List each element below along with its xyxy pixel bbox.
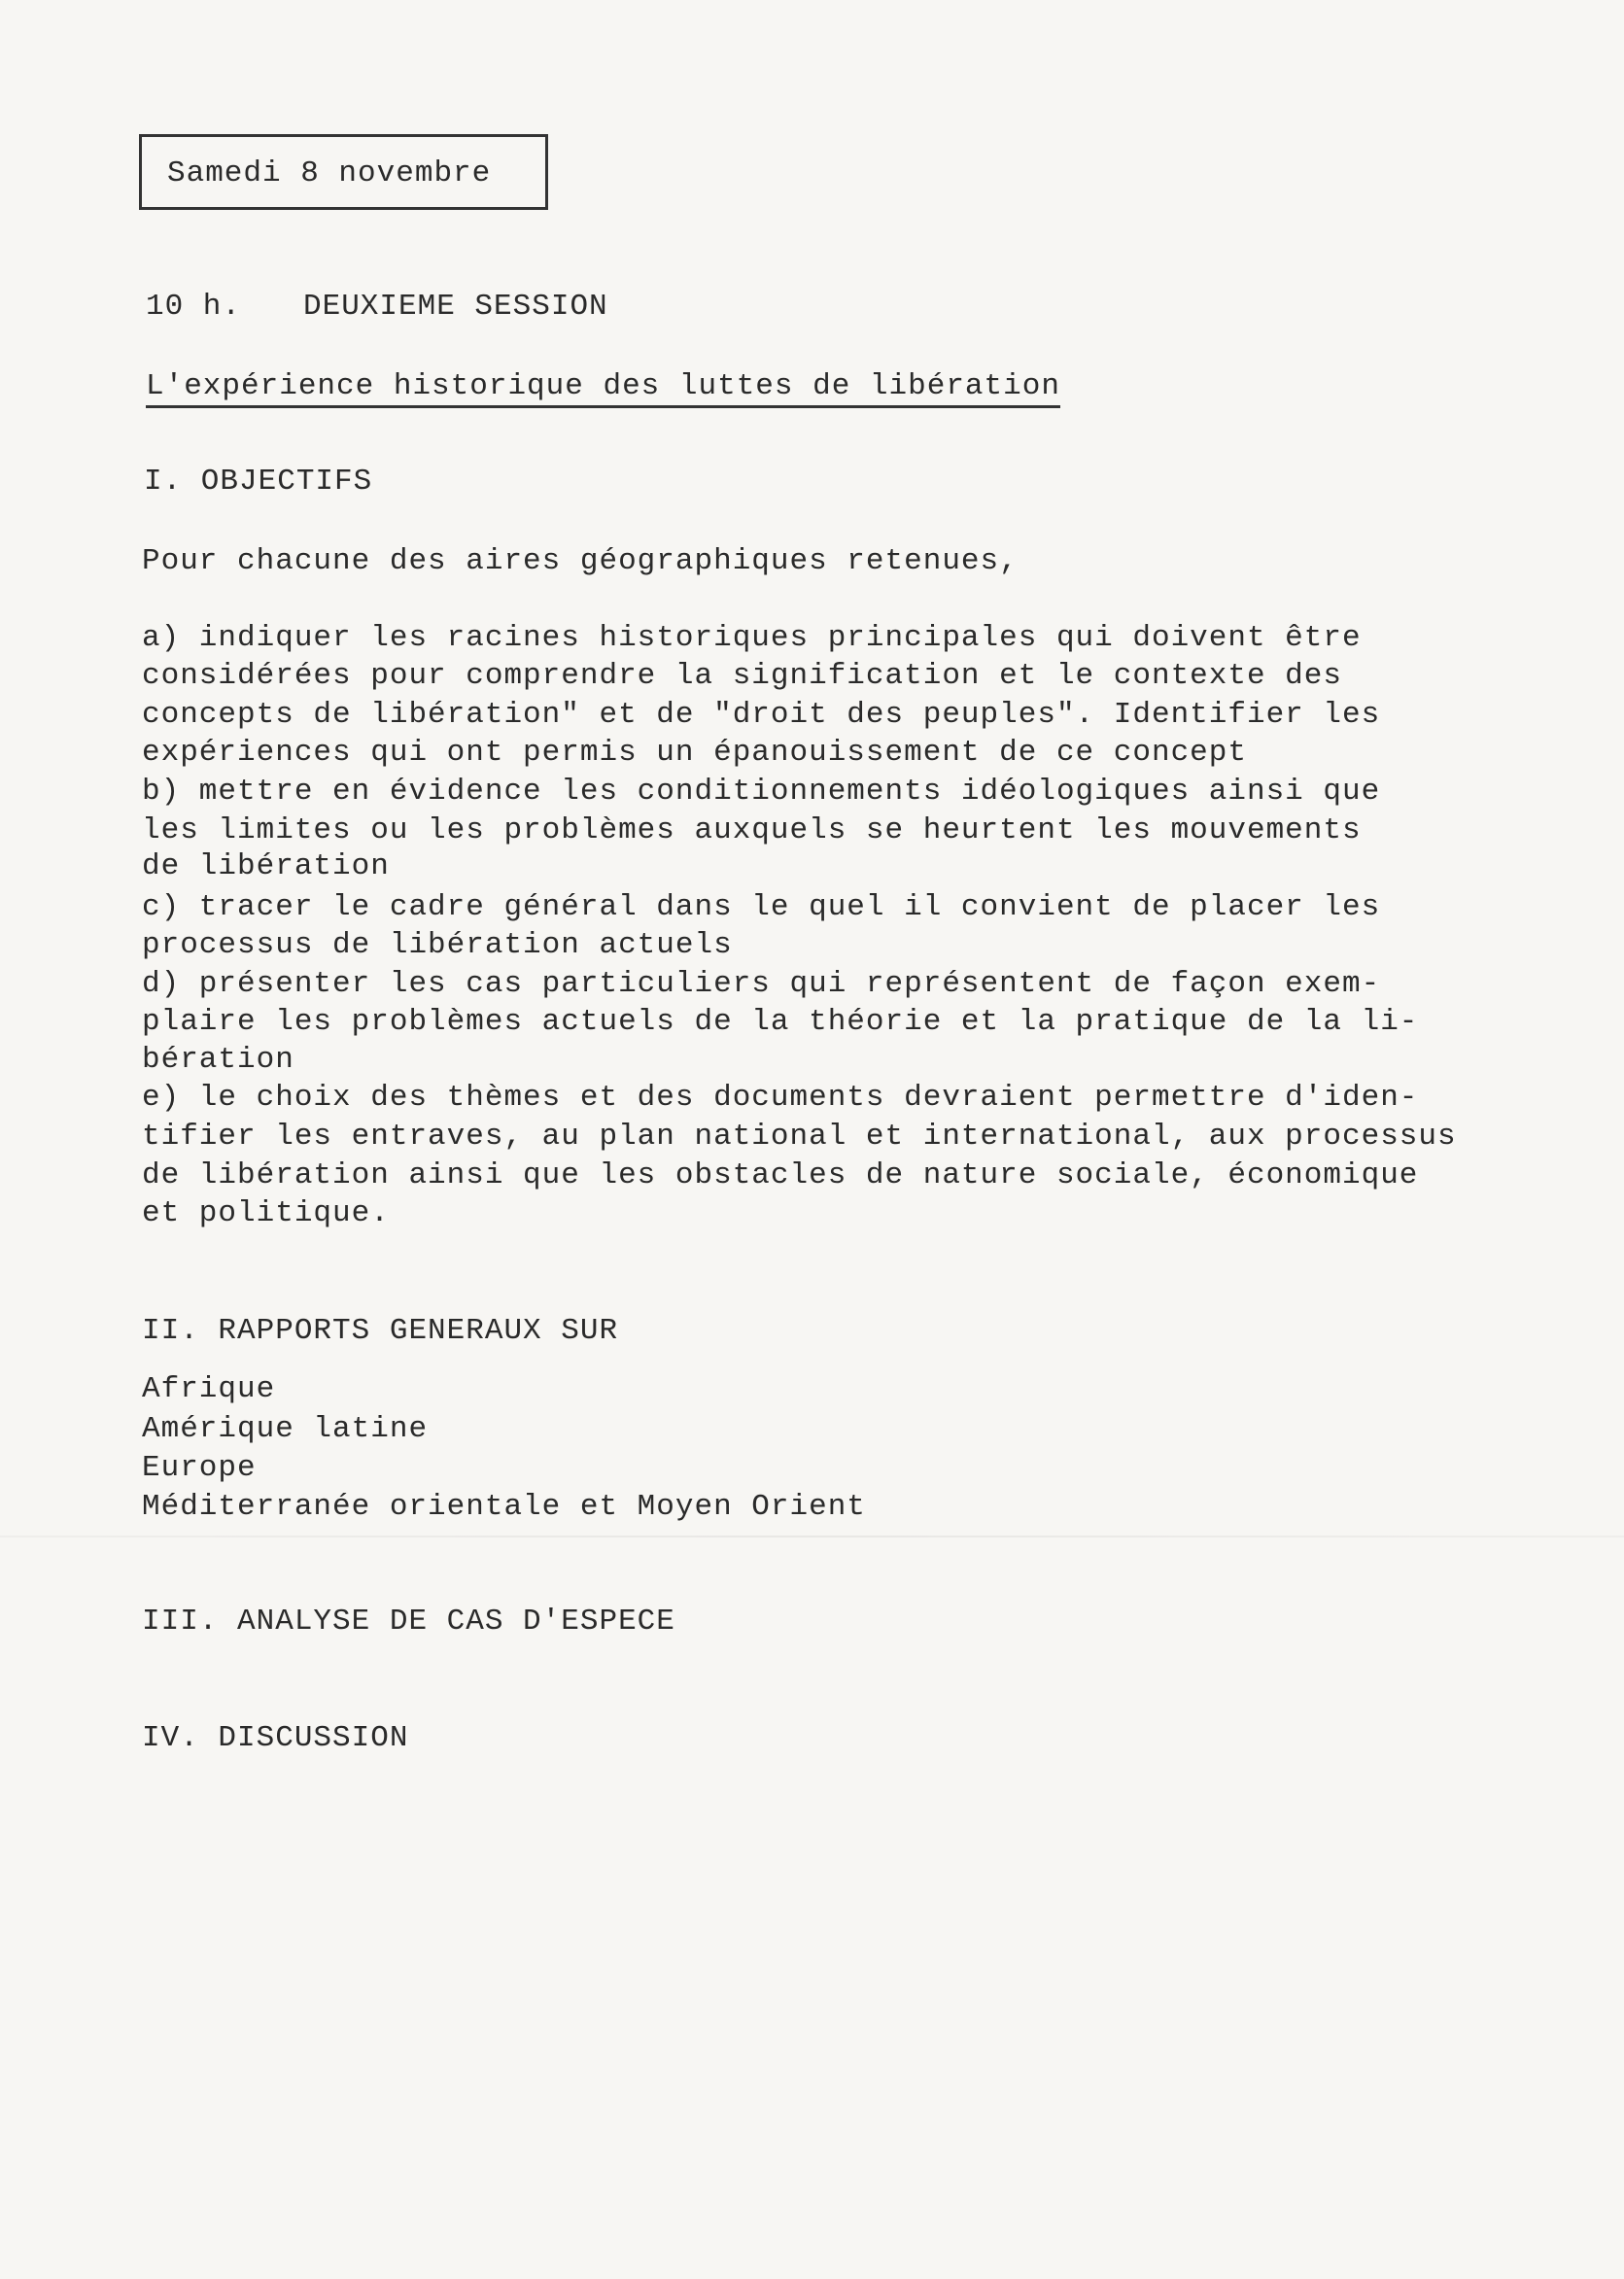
discussion-heading: IV. DISCUSSION [142, 1721, 409, 1755]
objectifs-line: expériences qui ont permis un épanouissement de ce concept [142, 736, 1247, 770]
objectifs-line: les limites ou les problèmes auxquels se heurtent les mouvements [142, 813, 1362, 847]
objectifs-line: b) mettre en évidence les conditionnements idéologiques ainsi que [142, 775, 1381, 809]
objectifs-line: e) le choix des thèmes et des documents devraient permettre d'iden- [142, 1081, 1419, 1115]
session-label: DEUXIEME SESSION [303, 290, 608, 324]
date-box [139, 134, 548, 210]
objectifs-line: concepts de libération" et de "droit des peuples". Identifier les [142, 698, 1381, 732]
session-time: 10 h. [146, 290, 242, 324]
session-title: L'expérience historique des luttes de libération [146, 371, 1060, 408]
rapports-heading: II. RAPPORTS GENERAUX SUR [142, 1314, 619, 1348]
region-item: Amérique latine [142, 1412, 429, 1446]
objectifs-line: et politique. [142, 1196, 390, 1230]
objectifs-line: de libération ainsi que les obstacles de nature sociale, économique [142, 1158, 1419, 1192]
objectifs-line: tifier les entraves, au plan national et international, aux processus [142, 1120, 1457, 1154]
objectifs-heading: I. OBJECTIFS [144, 465, 373, 499]
region-item: Méditerranée orientale et Moyen Orient [142, 1490, 866, 1524]
objectifs-line: considérées pour comprendre la signification et le contexte des [142, 659, 1342, 693]
analyse-heading: III. ANALYSE DE CAS D'ESPECE [142, 1605, 675, 1639]
objectifs-intro: Pour chacune des aires géographiques retenues, [142, 544, 1019, 578]
paper-fold-line [0, 1536, 1624, 1537]
objectifs-line: plaire les problèmes actuels de la théorie et la pratique de la li- [142, 1005, 1419, 1039]
objectifs-line: processus de libération actuels [142, 928, 733, 962]
objectifs-line: a) indiquer les racines historiques principales qui doivent être [142, 621, 1362, 655]
region-item: Afrique [142, 1372, 276, 1406]
region-item: Europe [142, 1451, 257, 1485]
objectifs-line: d) présenter les cas particuliers qui représentent de façon exem- [142, 967, 1381, 1001]
objectifs-line: de libération [142, 849, 390, 883]
objectifs-line: bération [142, 1043, 294, 1077]
date-text: Samedi 8 novembre [167, 156, 492, 190]
objectifs-line: c) tracer le cadre général dans le quel il convient de placer les [142, 890, 1381, 924]
